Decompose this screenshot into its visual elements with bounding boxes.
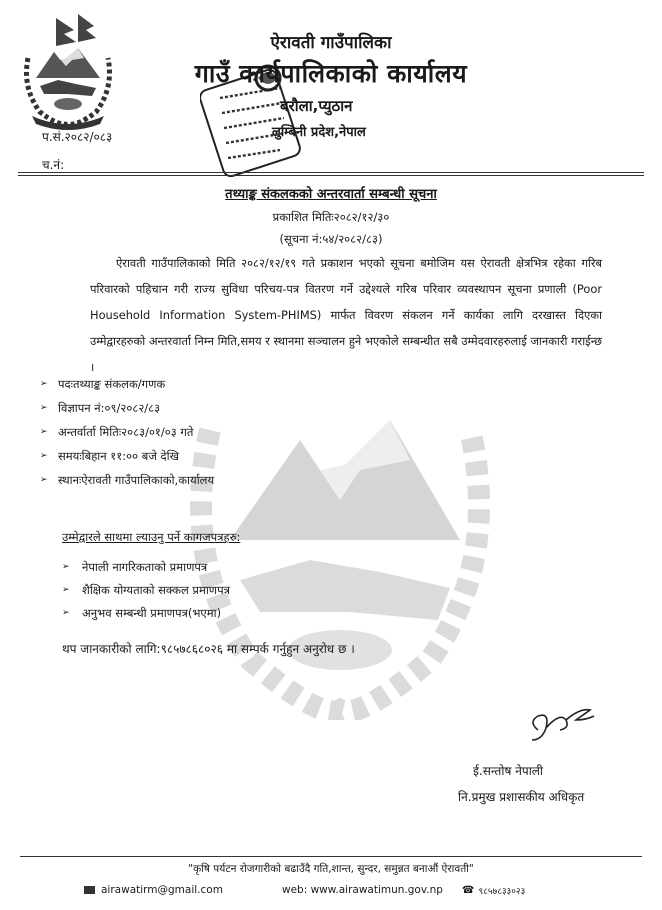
- address-line-1: बरौला,प्युठान: [280, 97, 353, 115]
- published-date: प्रकाशित मितिः२०८२/१२/३०: [272, 210, 390, 224]
- signer-title: नि.प्रमुख प्रशासकीय अधिकृत: [458, 790, 585, 804]
- footer-email: [84, 884, 223, 896]
- arrow-icon: ➢: [40, 403, 48, 413]
- list-item: ➢ शैक्षिक योग्यताको सक्कल प्रमाणपत्र: [62, 579, 230, 602]
- arrow-icon: ➢: [40, 475, 48, 485]
- arrow-icon: ➢: [40, 379, 48, 389]
- dispatch-number: च.नं:: [42, 158, 65, 172]
- contact-line: थप जानकारीको लागि:९८५७८६८०२६ मा सम्पर्क गर्नुहुन अनुरोध छ ।: [62, 642, 355, 656]
- interview-details-list: [40, 372, 214, 492]
- footer-website: web: www.airawatimun.gov.np: [282, 884, 443, 896]
- office-name: गाउँ कार्यपालिकाको कार्यालय: [194, 59, 468, 88]
- email-text: airawatirm@gmail.com: [101, 884, 223, 896]
- list-item: ➢ स्थानःऐरावती गाउँपालिकाको,कार्यालय: [40, 468, 214, 492]
- mail-icon: [84, 886, 95, 894]
- arrow-icon: ➢: [62, 562, 70, 572]
- footer-divider: [20, 856, 642, 857]
- arrow-icon: ➢: [40, 427, 48, 437]
- required-documents-heading: उम्मेद्वारले साथमा ल्याउनु पर्ने कागजपत्रहरु:: [62, 530, 241, 544]
- header-divider: [18, 172, 644, 173]
- notice-body-text: ऐरावती गाउँपालिकाको मिति २०८२/१२/१९ गते प्रकाशन भएको सूचना बमोजिम यस ऐरावती क्षेत्रभित्र रहेका गरिब परिवारको पहिचान गरी राज्य सुविधा परिचय-पत्र वितरण गर्ने उद्देश्यले गरिब परिवार व्यवस्थापन सूचना प्रणाली (Poor Household Information System-PHIMS) मार्फत विवरण संकलन गर्ने कार्यका लागि दरखास्त दिएका उम्मेद्वारहरुको अन्तरवार्ता निम्न मिति,समय र स्थानमा सञ्चालन हुने भएकोले सम्बन्धीत सबै उम्मेदवारहरुलाई जानकारी गराईन्छ ।: [90, 256, 602, 374]
- signature-icon: [520, 700, 600, 748]
- arrow-icon: ➢: [40, 451, 48, 461]
- signer-name: ई.सन्तोष नेपाली: [473, 764, 544, 778]
- reference-number: प.सं.२०८२/०८३: [42, 130, 113, 144]
- notice-body: [90, 250, 602, 380]
- list-item: ➢ समयःबिहान ११:०० बजे देखि: [40, 444, 214, 468]
- list-item: ➢ अन्तर्वार्ता मितिः२०८३/०१/०३ गते: [40, 420, 214, 444]
- arrow-icon: ➢: [62, 608, 70, 618]
- address-line-2: लुम्बिनी प्रदेश,नेपाल: [272, 125, 366, 140]
- org-name: ऐरावती गाउँपालिका: [270, 33, 392, 53]
- phone-text: ९८५७८३३०२३: [478, 887, 526, 897]
- list-item: ➢ विज्ञापन नं:०९/२०८२/८३: [40, 396, 214, 420]
- list-item: ➢ अनुभव सम्बन्धी प्रमाणपत्र(भएमा): [62, 602, 230, 625]
- footer-slogan: "कृषि पर्यटन रोजगारीको बढाउँदै गति,शान्त, सुन्दर, समुन्नत बनाऔं ऐरावती": [188, 863, 474, 875]
- list-item: ➢ नेपाली नागरिकताको प्रमाणपत्र: [62, 556, 230, 579]
- arrow-icon: ➢: [62, 585, 70, 595]
- phone-icon: ☎: [462, 885, 475, 896]
- footer-phone: [462, 884, 525, 897]
- header-divider-secondary: [18, 175, 644, 176]
- list-item: ➢ पदःतथ्याङ्क संकलक/गणक: [40, 372, 214, 396]
- notice-number: (सूचना नं:५४/२०८२/८३): [279, 232, 383, 246]
- required-documents-list: [62, 556, 230, 625]
- notice-subject: तथ्याङ्क संकलकको अन्तरवार्ता सम्बन्धी सूचना: [225, 187, 437, 202]
